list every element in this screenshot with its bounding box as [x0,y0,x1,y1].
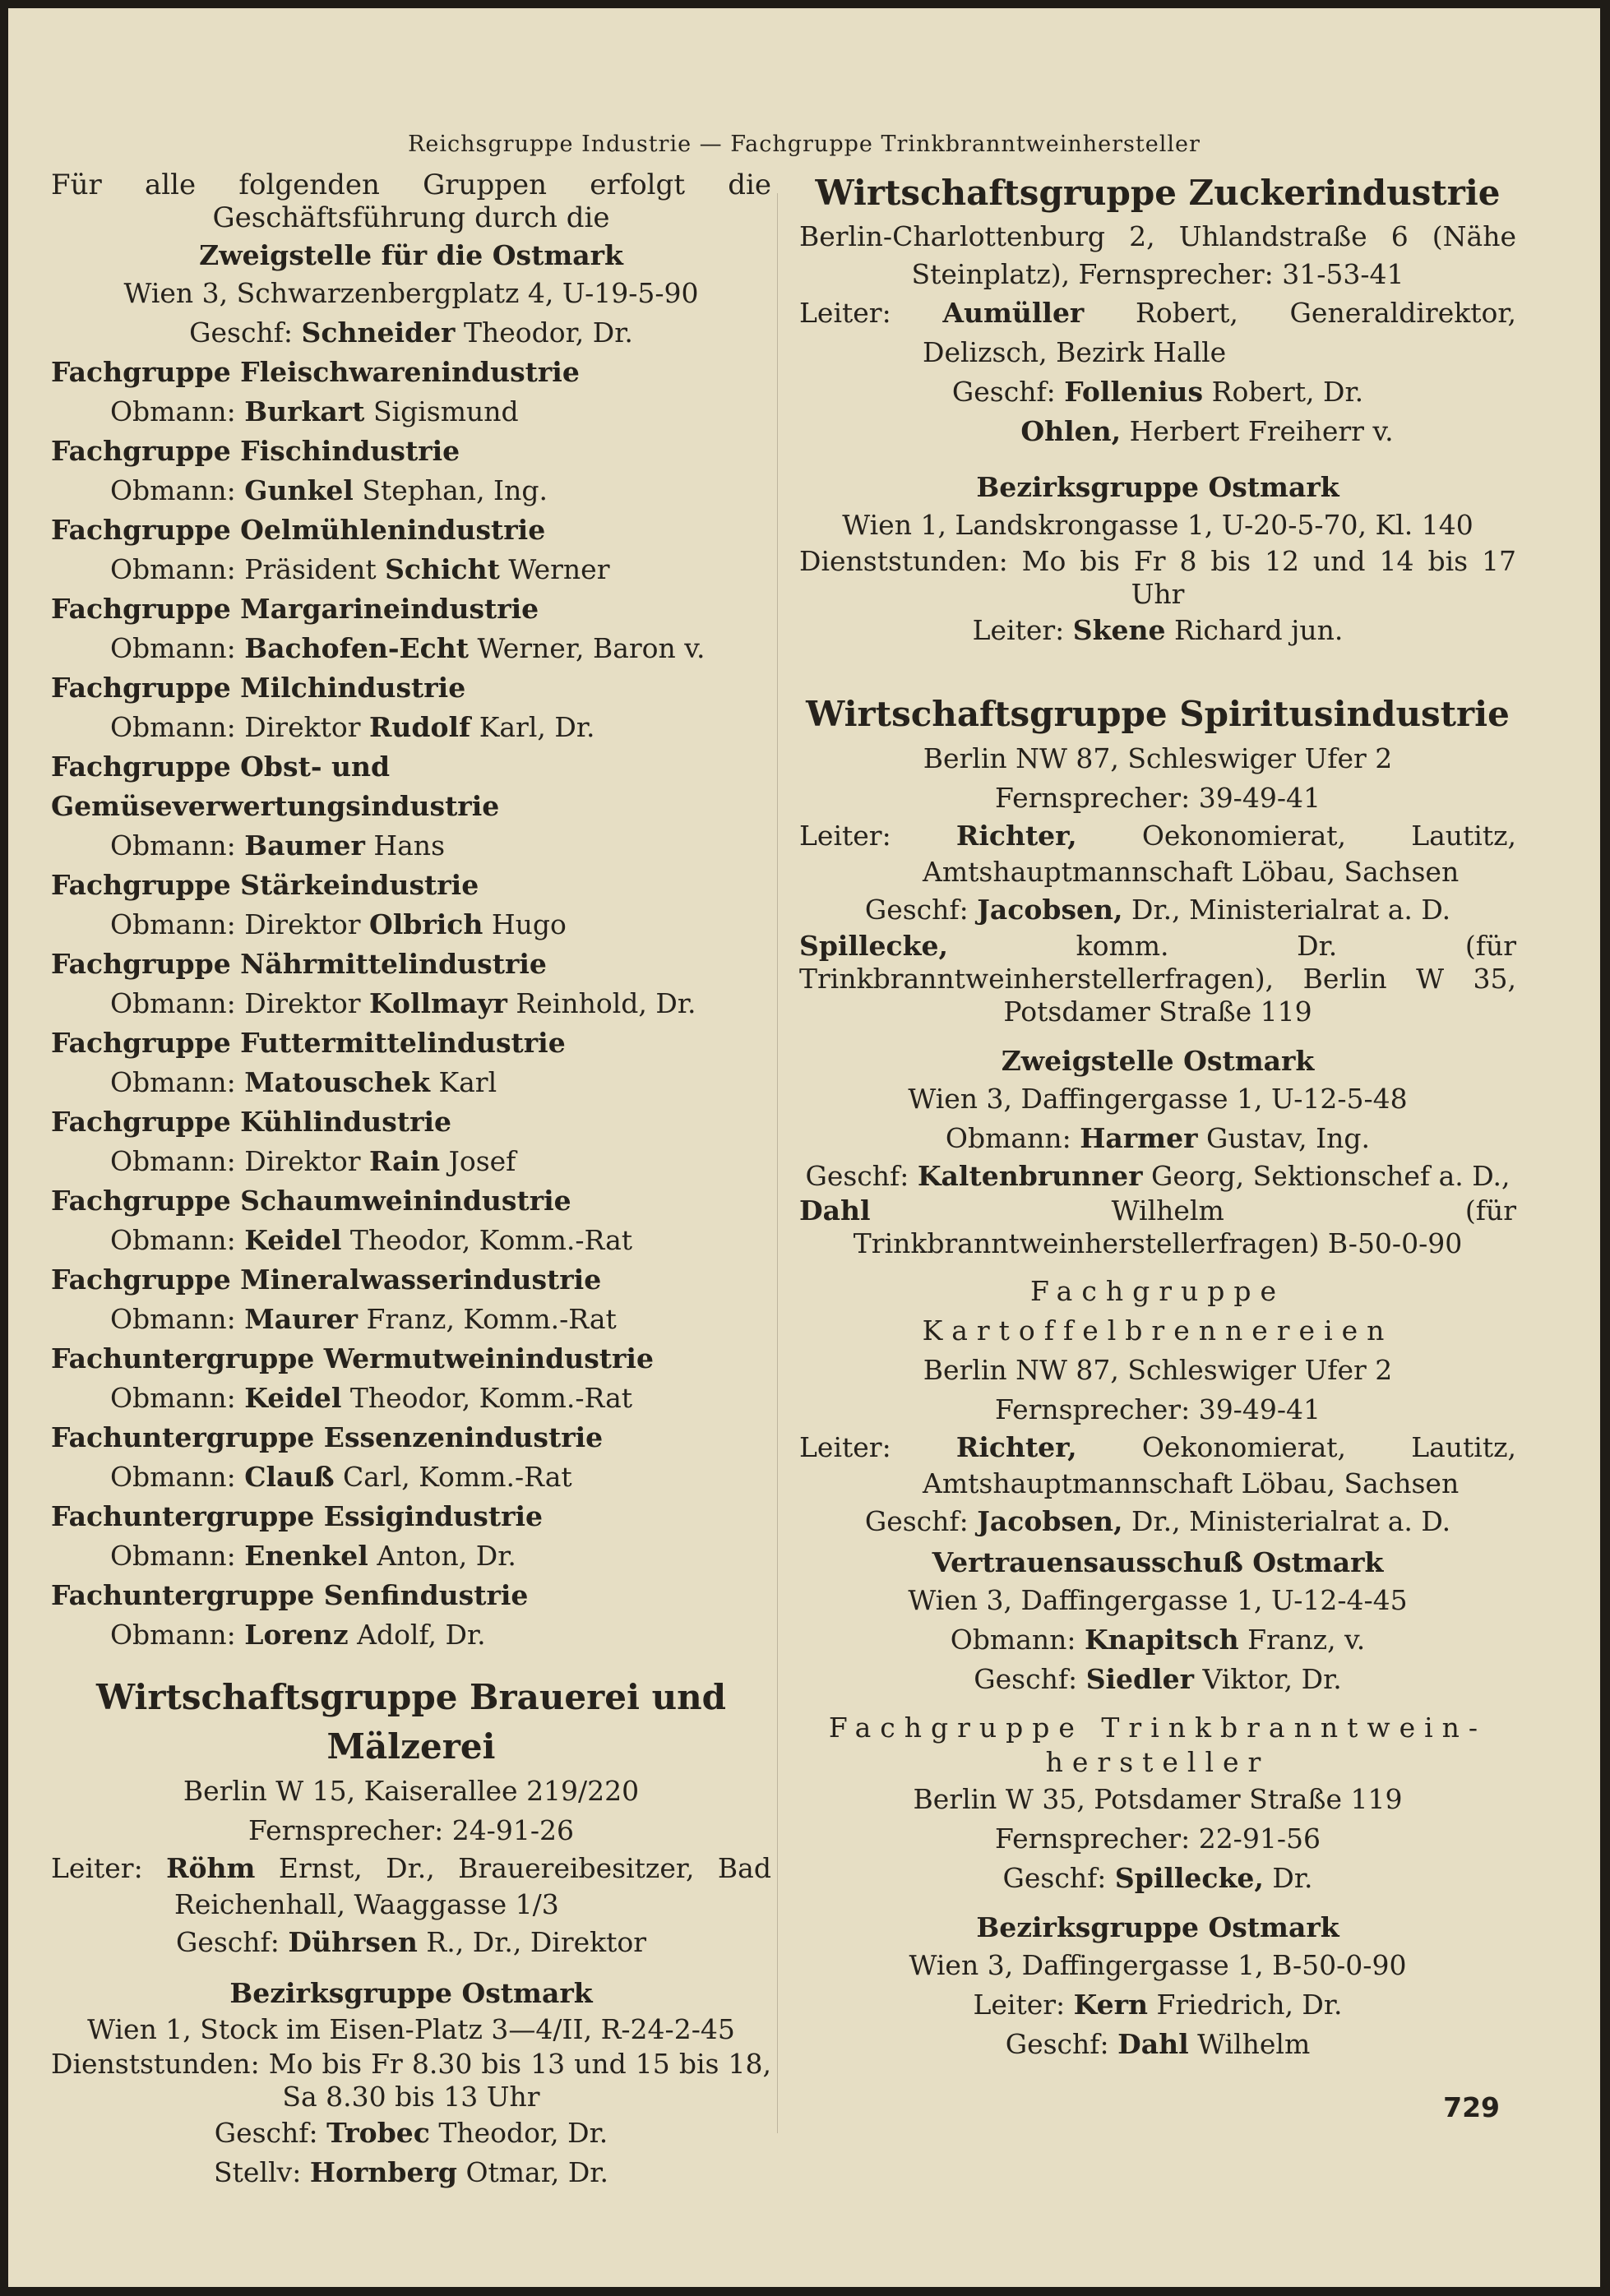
trink-bez-title: Bezirksgruppe Ostmark [976,1911,1339,1943]
fachgruppe-title: Fachuntergruppe Wermutweinindustrie [51,1342,654,1374]
brauerei-bez-title: Bezirksgruppe Ostmark [229,1977,593,2009]
fachgruppe-obmann: Obmann: Direktor Olbrich Hugo [110,908,567,940]
kartoffel-phone: Fernsprecher: 39-49-41 [995,1393,1321,1425]
fachgruppe-entry [51,1260,771,1339]
zucker-bez-address: Wien 1, Landskrongasse 1, U-20-5-70, Kl. 140 [842,509,1474,541]
kartoffel-address: Berlin NW 87, Schleswiger Ufer 2 [923,1354,1393,1386]
fachgruppe-entry [51,1418,771,1497]
fachgruppe-obmann: Obmann: Bachofen-Echt Werner, Baron v. [110,632,706,664]
fachgruppe-entry [51,432,771,510]
fachgruppe-obmann: Obmann: Burkart Sigismund [110,395,519,427]
brauerei-bez-hours: Dienststunden: Mo bis Fr 8.30 bis 13 und 15 bis 18, Sa 8.30 bis 13 Uhr [51,2048,771,2113]
fachgruppe-entry [51,589,771,668]
fachgruppe-obmann: Obmann: Clauß Carl, Komm.-Rat [110,1461,572,1493]
fachgruppe-entry [51,1497,771,1576]
zucker-leiter: Leiter: Aumüller Robert, Generaldirektor, Delizsch, Bezirk Halle [799,297,1516,368]
spiritus-zweig-obmann: Obmann: Harmer Gustav, Ing. [945,1122,1371,1154]
fachgruppe-title: Fachgruppe Fischindustrie [51,435,460,467]
fachgruppe-title: Fachgruppe Fleischwarenindustrie [51,356,580,388]
fachgruppe-title: Fachgruppe Kühlindustrie [51,1106,451,1138]
fachgruppe-entry [51,945,771,1023]
fachgruppe-title: Fachgruppe Nährmittelindustrie [51,948,547,980]
kartoffel-geschf: Geschf: Jacobsen, Dr., Ministerialrat a. D. [864,1505,1451,1537]
vertrauensausschuss-obmann: Obmann: Knapitsch Franz, v. [950,1624,1366,1656]
spiritus-zweig-geschf: Geschf: Kaltenbrunner Georg, Sektionschef a. D., [805,1160,1511,1192]
trink-bez-geschf: Geschf: Dahl Wilhelm [1005,2028,1311,2060]
brauerei-leiter: Leiter: Röhm Ernst, Dr., Brauereibesitzer, Bad Reichenhall, Waaggasse 1/3 [51,1852,771,1920]
spiritus-geschf: Geschf: Jacobsen, Dr., Ministerialrat a. D. [864,894,1451,926]
brauerei-bez-stellv: Stellv: Hornberg Otmar, Dr. [214,2156,608,2188]
running-head: Reichsgruppe Industrie — Fachgruppe Trinkbranntweinhersteller [408,132,1201,157]
zweigstelle-address: Wien 3, Schwarzenbergplatz 4, U-19-5-90 [123,277,699,309]
zucker-geschf-1: Geschf: Follenius Robert, Dr. [951,376,1364,408]
fachgruppe-obmann: Obmann: Enenkel Anton, Dr. [110,1540,516,1572]
fachgruppe-title: Fachuntergruppe Senfindustrie [51,1579,529,1611]
spiritus-zweig-dahl: Dahl Wilhelm (für Trinkbranntweinherstellerfragen) B-50-0-90 [799,1194,1516,1259]
trink-title-line1: Fachgruppe Trinkbranntwein- [828,1712,1487,1744]
fachgruppe-title: Fachgruppe Obst- und Gemüseverwertungsindustrie [51,751,500,822]
fachgruppe-entry [51,353,771,432]
spiritus-leiter: Leiter: Richter, Oekonomierat, Lautitz, Amtshauptmannschaft Löbau, Sachsen [799,820,1516,888]
fachgruppe-title: Fachgruppe Stärkeindustrie [51,869,479,901]
fachgruppe-title: Fachgruppe Schaumweinindustrie [51,1185,571,1217]
trink-phone: Fernsprecher: 22-91-56 [995,1822,1321,1855]
kartoffel-leiter: Leiter: Richter, Oekonomierat, Lautitz, Amtshauptmannschaft Löbau, Sachsen [799,1431,1516,1499]
fachgruppen-list [51,353,771,1655]
fachgruppe-entry [51,866,771,945]
page-number: 729 [1443,2091,1500,2123]
fachgruppe-entry [51,1023,771,1102]
fachgruppe-obmann: Obmann: Maurer Franz, Komm.-Rat [110,1303,617,1335]
spiritus-zweig-address: Wien 3, Daffingergasse 1, U-12-5-48 [908,1083,1408,1115]
zucker-bez-title: Bezirksgruppe Ostmark [976,471,1339,503]
fachgruppe-title: Fachgruppe Margarineindustrie [51,593,539,625]
fachgruppe-entry [51,1576,771,1655]
fachgruppe-title: Fachgruppe Mineralwasserindustrie [51,1263,602,1296]
fachgruppe-title: Fachuntergruppe Essenzenindustrie [51,1421,604,1453]
zucker-address: Berlin-Charlottenburg 2, Uhlandstraße 6 (Nähe Steinplatz), Fernsprecher: 31-53-41 [799,220,1516,290]
fachgruppe-title: Fachuntergruppe Essigindustrie [51,1500,544,1532]
brauerei-bez-geschf: Geschf: Trobec Theodor, Dr. [214,2117,608,2149]
vertrauensausschuss-geschf: Geschf: Siedler Viktor, Dr. [974,1663,1342,1695]
brauerei-title: Wirtschaftsgruppe Brauerei und Mälzerei [95,1677,727,1767]
fachgruppe-entry [51,510,771,589]
brauerei-phone: Fernsprecher: 24-91-26 [248,1814,574,1846]
fachgruppe-obmann: Obmann: Keidel Theodor, Komm.-Rat [110,1224,633,1256]
kartoffel-title: Fachgruppe Kartoffelbrennereien [922,1275,1394,1347]
brauerei-bez-address: Wien 1, Stock im Eisen-Platz 3—4/II, R-24-2-45 [87,2013,735,2045]
trink-title-line2: hersteller [1045,1746,1270,1778]
vertrauensausschuss-title: Vertrauensausschuß Ostmark [932,1546,1384,1578]
fachgruppe-title: Fachgruppe Milchindustrie [51,672,466,704]
zucker-title: Wirtschaftsgruppe Zuckerindustrie [815,173,1501,213]
fachgruppe-entry [51,1181,771,1260]
spiritus-spillecke: Spillecke, komm. Dr. (für Trinkbranntweinherstellerfragen), Berlin W 35, Potsdamer Straße 119 [799,930,1516,1028]
brauerei-geschf: Geschf: Dührsen R., Dr., Direktor [175,1926,647,1958]
trink-bez-leiter: Leiter: Kern Friedrich, Dr. [973,1989,1343,2021]
spiritus-title: Wirtschaftsgruppe Spiritusindustrie [806,694,1510,734]
page [8,8,1600,2287]
fachgruppe-obmann: Obmann: Lorenz Adolf, Dr. [110,1619,486,1651]
zucker-geschf-2: Ohlen, Herbert Freiherr v. [1020,415,1394,447]
fachgruppe-entry [51,1102,771,1181]
fachgruppe-title: Fachgruppe Oelmühlenindustrie [51,514,546,546]
fachgruppe-entry [51,668,771,747]
fachgruppe-obmann: Obmann: Direktor Rudolf Karl, Dr. [110,711,595,743]
left-column [51,169,771,2192]
trink-address: Berlin W 35, Potsdamer Straße 119 [913,1783,1403,1815]
vertrauensausschuss-address: Wien 3, Daffingergasse 1, U-12-4-45 [908,1584,1408,1616]
fachgruppe-obmann: Obmann: Präsident Schicht Werner [110,553,610,585]
right-column [799,169,1516,2064]
fachgruppe-obmann: Obmann: Direktor Rain Josef [110,1145,516,1177]
spiritus-phone: Fernsprecher: 39-49-41 [995,782,1321,814]
zucker-bez-leiter: Leiter: Skene Richard jun. [972,614,1344,646]
spiritus-zweig-title: Zweigstelle Ostmark [1001,1045,1315,1077]
fachgruppe-title: Fachgruppe Futtermittelindustrie [51,1027,566,1059]
fachgruppe-obmann: Obmann: Matouschek Karl [110,1066,497,1098]
fachgruppe-obmann: Obmann: Gunkel Stephan, Ing. [110,474,548,506]
fachgruppe-obmann: Obmann: Keidel Theodor, Komm.-Rat [110,1382,633,1414]
fachgruppe-obmann: Obmann: Direktor Kollmayr Reinhold, Dr. [110,987,696,1019]
fachgruppe-entry [51,1339,771,1418]
intro-text: Für alle folgenden Gruppen erfolgt die Geschäftsführung durch die [51,169,771,234]
spiritus-address: Berlin NW 87, Schleswiger Ufer 2 [923,742,1393,774]
zucker-bez-hours: Dienststunden: Mo bis Fr 8 bis 12 und 14 bis 17 Uhr [799,545,1516,610]
brauerei-address: Berlin W 15, Kaiserallee 219/220 [183,1775,640,1807]
fachgruppe-entry [51,747,771,866]
trink-bez-address: Wien 3, Daffingergasse 1, B-50-0-90 [909,1949,1407,1981]
zweigstelle-geschf: Geschf: Schneider Theodor, Dr. [189,316,633,349]
column-rule [777,193,778,2133]
trink-geschf: Geschf: Spillecke, Dr. [1002,1862,1313,1894]
fachgruppe-obmann: Obmann: Baumer Hans [110,829,446,862]
zweigstelle-title: Zweigstelle für die Ostmark [199,239,623,271]
